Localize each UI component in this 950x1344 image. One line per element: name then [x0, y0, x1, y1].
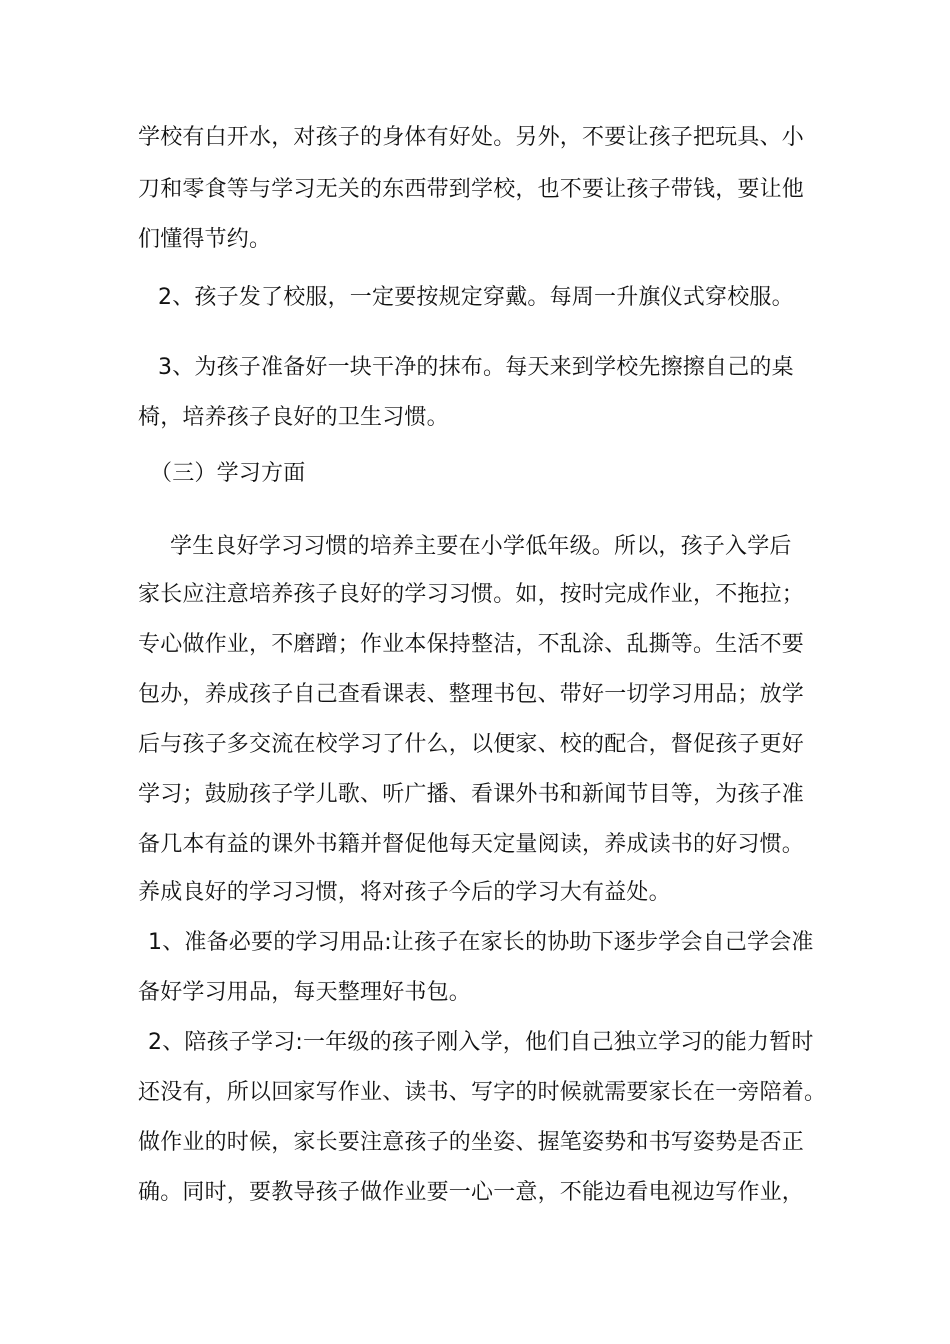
text-line: 后与孩子多交流在校学习了什么，以便家、校的配合，督促孩子更好	[138, 732, 805, 757]
text-line: 备几本有益的课外书籍并督促他每天定量阅读，养成读书的好习惯。	[138, 832, 805, 857]
section-heading: （三）学习方面	[150, 461, 306, 486]
text-line: 备好学习用品，每天整理好书包。	[138, 980, 472, 1005]
text-line: 家长应注意培养孩子良好的学习习惯。如，按时完成作业，不拖拉；	[138, 582, 805, 607]
text-line: 学生良好学习习惯的培养主要在小学低年级。所以，孩子入学后	[170, 534, 792, 559]
text-line: 养成良好的学习习惯，将对孩子今后的学习大有益处。	[138, 880, 671, 905]
text-line: 2、孩子发了校服，一定要按规定穿戴。每周一升旗仪式穿校服。	[158, 285, 794, 310]
text-line: 学习；鼓励孩子学儿歌、听广播、看课外书和新闻节目等，为孩子准	[138, 782, 805, 807]
text-line: 包办，养成孩子自己查看课表、整理书包、带好一切学习用品；放学	[138, 682, 805, 707]
text-line: 专心做作业，不磨蹭；作业本保持整洁，不乱涂、乱撕等。生活不要	[138, 632, 805, 657]
text-line: 刀和零食等与学习无关的东西带到学校，也不要让孩子带钱，要让他	[138, 177, 805, 202]
text-line: 确。同时，要教导孩子做作业要一心一意，不能边看电视边写作业，	[138, 1180, 805, 1205]
text-line: 还没有，所以回家写作业、读书、写字的时候就需要家长在一旁陪着。	[138, 1080, 827, 1105]
text-line: 3、为孩子准备好一块干净的抹布。每天来到学校先擦擦自己的桌	[158, 355, 794, 380]
text-line: 学校有白开水，对孩子的身体有好处。另外，不要让孩子把玩具、小	[138, 125, 805, 150]
text-line: 2、陪孩子学习:一年级的孩子刚入学，他们自己独立学习的能力暂时	[148, 1030, 814, 1055]
text-line: 椅，培养孩子良好的卫生习惯。	[138, 405, 449, 430]
text-line: 做作业的时候，家长要注意孩子的坐姿、握笔姿势和书写姿势是否正	[138, 1130, 805, 1155]
text-line: 们懂得节约。	[138, 227, 272, 252]
text-line: 1、准备必要的学习用品:让孩子在家长的协助下逐步学会自己学会准	[148, 930, 814, 955]
